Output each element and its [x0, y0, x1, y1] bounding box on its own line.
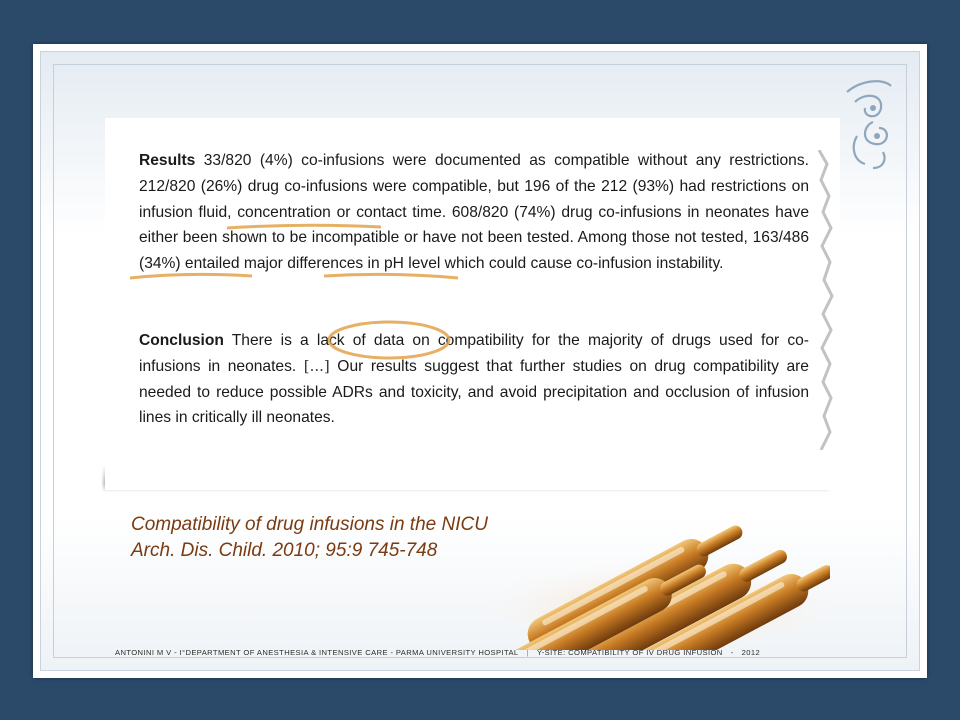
- footer-title: Y-SITE: COMPATIBILITY OF IV DRUG INFUSION: [536, 647, 723, 657]
- ornament-icon: [843, 72, 895, 172]
- conclusion-heading: Conclusion: [139, 332, 224, 349]
- results-heading: Results: [139, 152, 196, 169]
- conclusion-text-after: Our results suggest that further studies on drug compatibility are needed to reduce possible ADRs and toxicity, and avoid precipitation and occlusion of infusion lines in critically ill neonates.: [139, 357, 809, 427]
- conclusion-paragraph: [139, 328, 809, 431]
- ellipsis-marker: [...]: [303, 356, 330, 375]
- citation-journal: Arch. Dis. Child. 2010; 95:9 745-748: [131, 540, 438, 561]
- results-text: 33/820 (4%) co-infusions were documented as compatible without any restrictions. 212/820 (26%) drug co-infusions were compatible, but 196 of the 212 (93%) had restrictions on infusion fluid, concentration or contact time. 608/820 (74%) drug co-infusions in neonates have either been shown to be incompatible or have not been tested. Among those not tested, 163/486 (34%) entailed major differences in pH level which could cause co-infusion instability.: [139, 152, 809, 273]
- footer-author: ANTONINI M V - I°DEPARTMENT OF ANESTHESIA & INTENSIVE CARE - PARMA UNIVERSITY HOSPITAL: [115, 647, 519, 657]
- torn-edge: [815, 150, 845, 450]
- footer-dash: -: [730, 647, 734, 657]
- footer-year: 2012: [741, 647, 761, 657]
- ampoules-image: [470, 490, 830, 650]
- footer: [115, 645, 835, 659]
- conclusion-text-before: There is a lack of data on compatibility for the majority of drugs used for co-infusions in neonates.: [139, 332, 809, 375]
- citation: [131, 512, 488, 564]
- footer-separator: |: [526, 647, 529, 657]
- citation-title: Compatibility of drug infusions in the NICU: [131, 514, 488, 535]
- results-paragraph: [139, 148, 809, 277]
